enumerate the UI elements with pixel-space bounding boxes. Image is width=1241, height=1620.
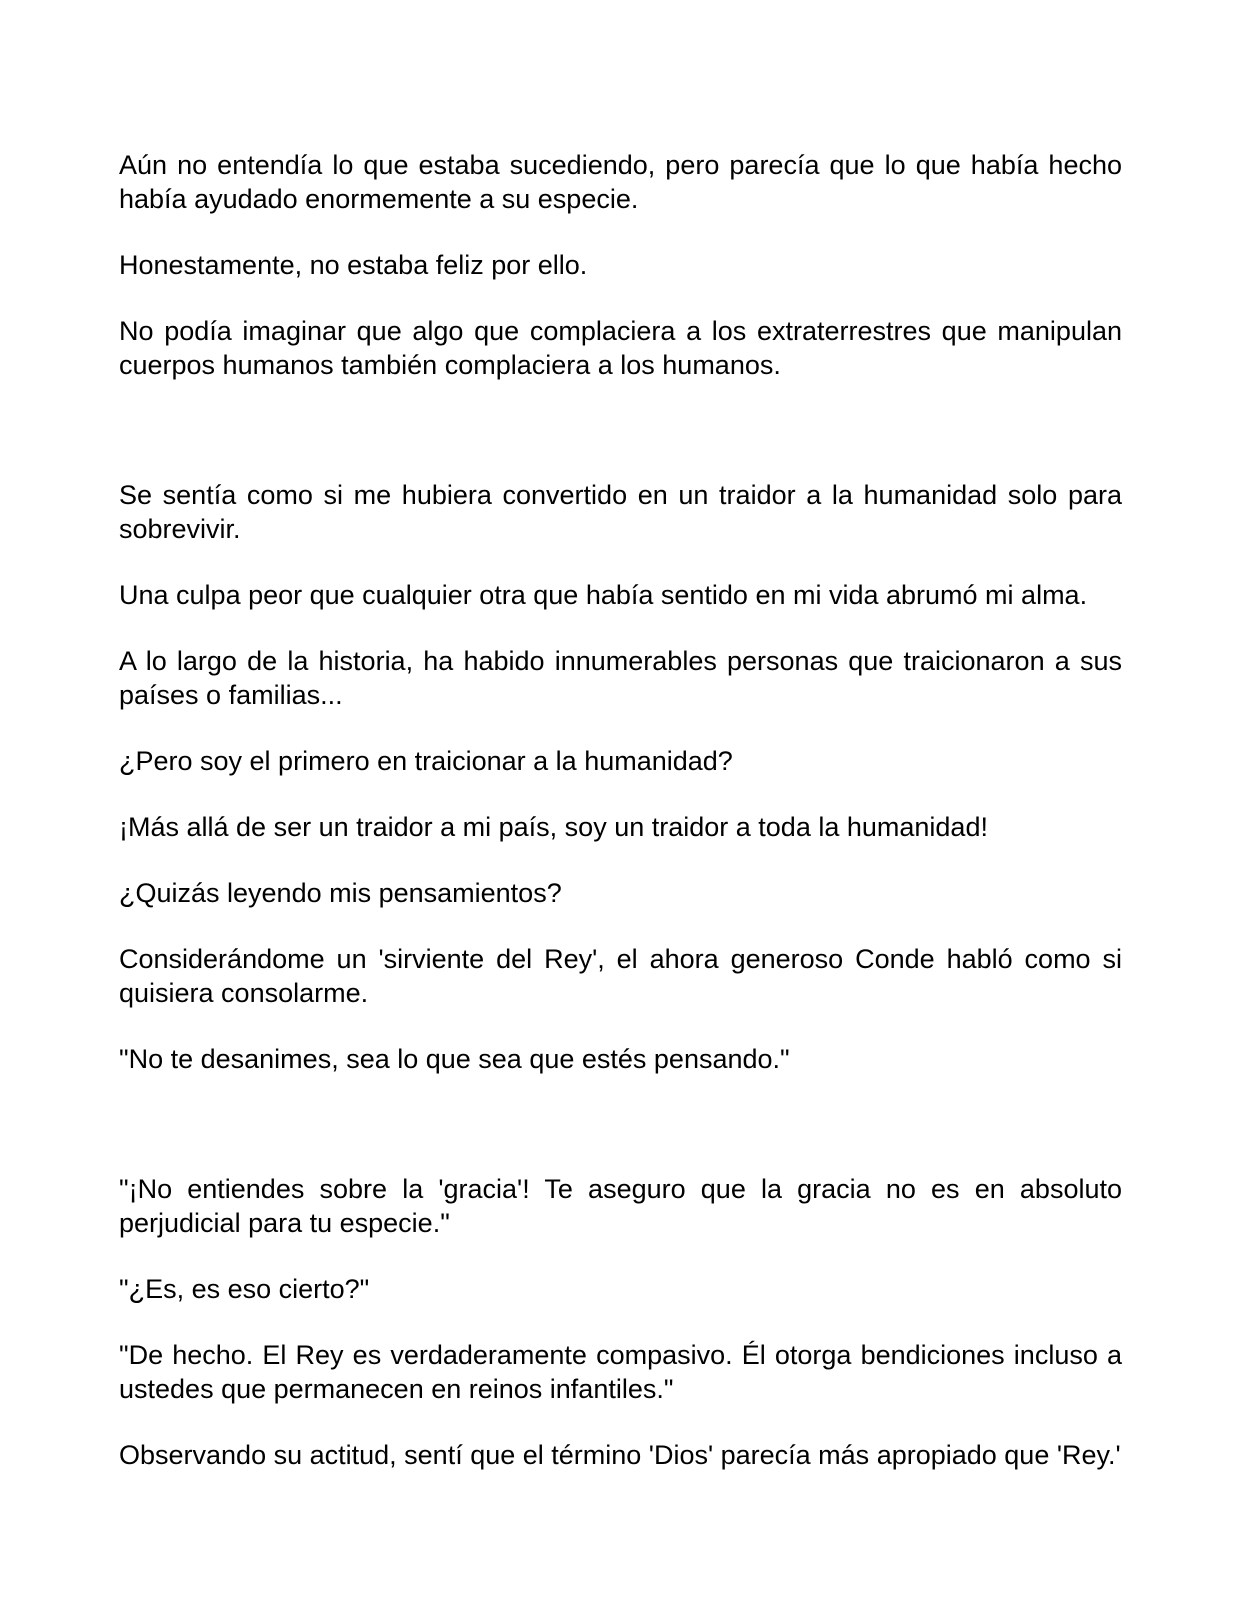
paragraph: No podía imaginar que algo que complaciera a los extraterrestres que manipulan cuerpos humanos también complaciera a los humanos. xyxy=(119,316,1122,380)
paragraph: "De hecho. El Rey es verdaderamente compasivo. Él otorga bendiciones incluso a ustedes que permanecen en reinos infantiles." xyxy=(119,1340,1122,1404)
section-gap xyxy=(119,1108,1122,1172)
paragraph: ¡Más allá de ser un traidor a mi país, soy un traidor a toda la humanidad! xyxy=(119,812,988,842)
paragraph: ¿Pero soy el primero en traicionar a la humanidad? xyxy=(119,746,733,776)
paragraph: A lo largo de la historia, ha habido innumerables personas que traicionaron a sus países o familias... xyxy=(119,646,1122,710)
paragraph: "No te desanimes, sea lo que sea que estés pensando." xyxy=(119,1044,790,1074)
paragraph: ¿Quizás leyendo mis pensamientos? xyxy=(119,878,562,908)
paragraph: "¡No entiendes sobre la 'gracia'! Te aseguro que la gracia no es en absoluto perjudicial para tu especie." xyxy=(119,1174,1122,1238)
document-body xyxy=(119,148,1122,1504)
paragraph: Honestamente, no estaba feliz por ello. xyxy=(119,250,588,280)
paragraph: Observando su actitud, sentí que el término 'Dios' parecía más apropiado que 'Rey.' xyxy=(119,1440,1121,1470)
paragraph: Considerándome un 'sirviente del Rey', el ahora generoso Conde habló como si quisiera consolarme. xyxy=(119,944,1122,1008)
paragraph: Aún no entendía lo que estaba sucediendo, pero parecía que lo que había hecho había ayudado enormemente a su especie. xyxy=(119,150,1122,214)
paragraph: Se sentía como si me hubiera convertido en un traidor a la humanidad solo para sobrevivir. xyxy=(119,480,1122,544)
paragraph: "¿Es, es eso cierto?" xyxy=(119,1274,370,1304)
paragraph: Una culpa peor que cualquier otra que había sentido en mi vida abrumó mi alma. xyxy=(119,580,1088,610)
section-gap xyxy=(119,414,1122,478)
